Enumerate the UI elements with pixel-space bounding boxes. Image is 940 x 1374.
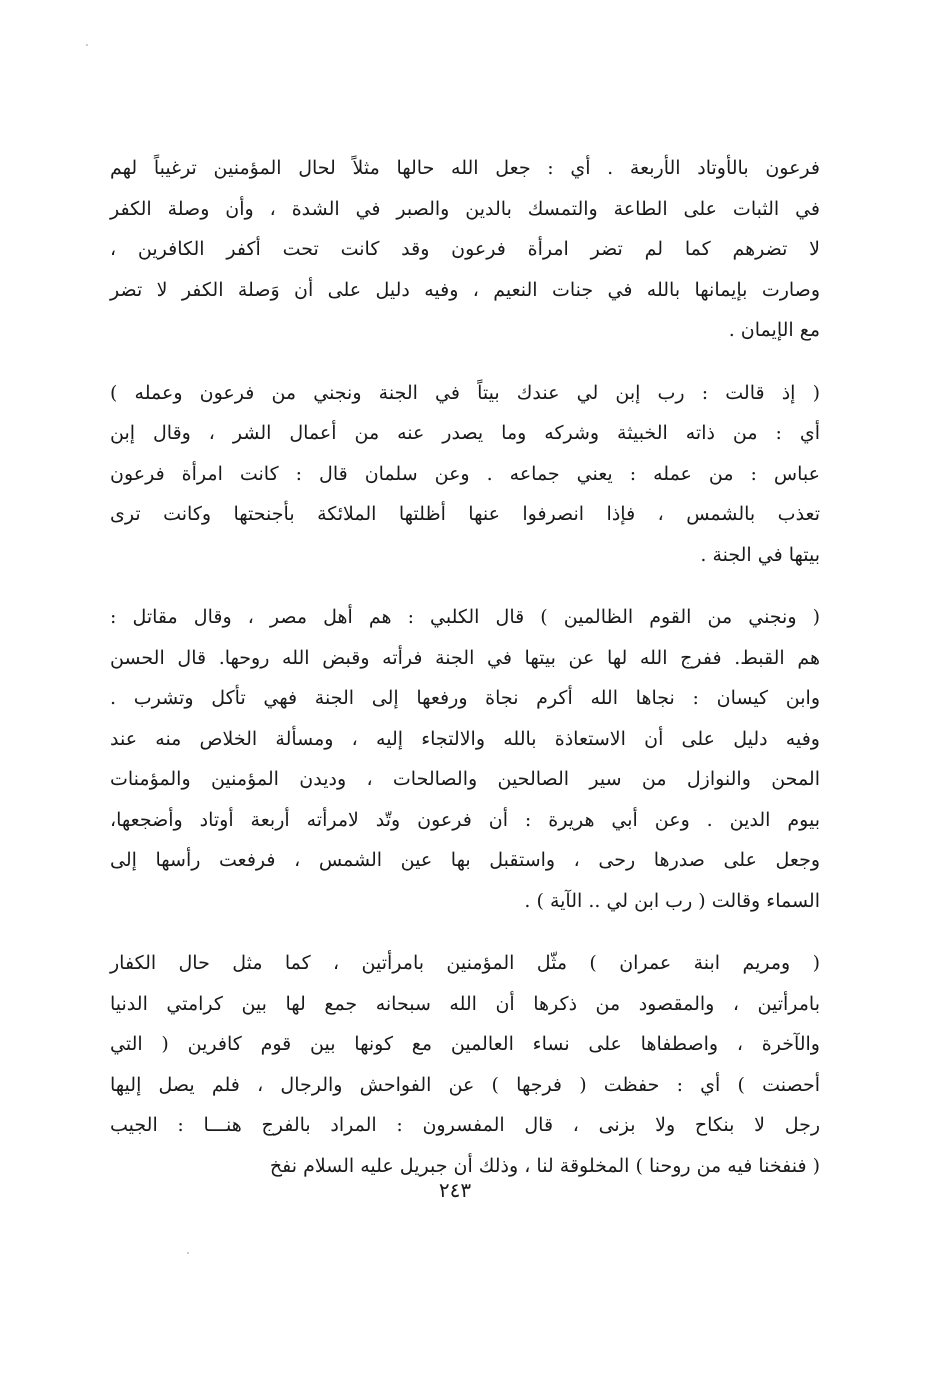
page-number: ٢٤٣ [438, 1178, 472, 1202]
paragraph [110, 943, 820, 1186]
text-line: رجل لا بنكاح ولا بزنى ، قال المفسرون : المراد بالفرج هنـــا : الجيب [110, 1114, 820, 1136]
text-line: السماء وقالت ( رب ابن لي .. الآية ) . [524, 889, 820, 912]
text-line: وابن كيسان : نجاها الله أكرم نجاة ورفعها إلى الجنة فهي تأكل وتشرب . [110, 687, 820, 709]
text-line: بيوم الدين . وعن أبي هريرة : أن فرعون وتّد لامرأته أربعة أوتاد وأضجعها، [110, 808, 820, 831]
text-line: وجعل على صدرها رحى ، واستقبل بها عين الشمس ، فرفعت رأسها إلى [110, 849, 820, 871]
text-line: ( إذ قالت : رب إبن لي عندك بيتاً في الجنة ونجني من فرعون وعمله ) [110, 381, 820, 404]
text-line: ( فنفخنا فيه من روحنا ) المخلوقة لنا ، وذلك أن جبريل عليه السلام نفخ [269, 1154, 820, 1177]
text-line: بامرأتين ، والمقصود من ذكرها أن الله سبحانه جمع لها بين كرامتي الدنيا [110, 992, 820, 1015]
scan-speck [187, 1252, 189, 1254]
text-line: ( ونجني من القوم الظالمين ) قال الكلبي : هم أهل مصر ، وقال مقاتل : [110, 606, 820, 628]
text-line: في الثبات على الطاعة والتمسك بالدين والصبر في الشدة ، وأن وصلة الكفر [110, 197, 820, 220]
scan-speck [86, 44, 88, 46]
paragraph [110, 373, 820, 576]
text-line: وصارت بإيمانها بالله في جنات النعيم ، وفيه دليل على أن وَصلة الكفر لا تضر [110, 278, 820, 301]
text-line: مع الإيمان . [728, 319, 820, 341]
text-line: أي : من ذاته الخبيثة وشركه وما يصدر عنه من أعمال الشر ، وقال إبن [110, 422, 820, 444]
text-line: فرعون بالأوتاد الأربعة . أي : جعل الله حالها مثلاً لحال المؤمنين ترغيباً لهم [110, 157, 820, 179]
paragraph [110, 597, 820, 921]
text-line: أحصنت ) أي : حفظت ( فرجها ) عن الفواحش والرجال ، فلم يصل إليها [110, 1073, 820, 1096]
text-line: تعذب بالشمس ، فإذا انصرفوا عنها أظلتها الملائكة بأجنحتها وكانت ترى [110, 503, 820, 525]
text-line: بيتها في الجنة . [700, 543, 820, 566]
text-line: المحن والنوازل من سير الصالحين والصالحات ، وديدن المؤمنين والمؤمنات [110, 768, 820, 790]
text-line: ( ومريم ابنة عمران ) مثّل المؤمنين بامرأتين ، كما مثل حال الكفار [110, 952, 820, 974]
text-line: والآخرة ، واصطفاها على نساء العالمين مع كونها بين قوم كافرين ( التي [110, 1033, 820, 1055]
body-text [110, 148, 820, 1208]
text-line: عباس : من عمله : يعني جماعه . وعن سلمان قال : كانت امرأة فرعون [110, 462, 820, 485]
text-line: وفيه دليل على أن الاستعاذة بالله والالتجاء إليه ، ومسألة الخلاص منه عند [110, 727, 820, 750]
text-line: لا تضرهم كما لم تضر امرأة فرعون وقد كانت تحت أكفر الكافرين ، [110, 238, 820, 260]
text-line: هم القبط. ففرج الله لها عن بيتها في الجنة فرأته وقبض الله روحها. قال الحسن [110, 646, 820, 669]
paragraph [110, 148, 820, 351]
